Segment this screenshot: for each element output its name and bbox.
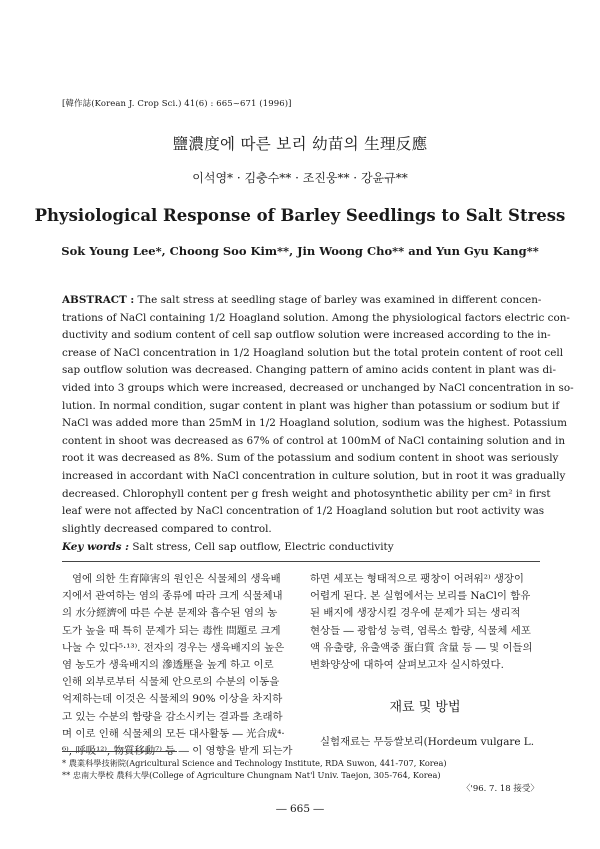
keywords: [62, 541, 394, 553]
abstract-line: lution. In normal condition, sugar content in plant was higher than potassium or sodium but if: [62, 399, 560, 412]
abstract-line: trations of NaCl containing 1/2 Hoagland solution. Among the physiological factors electric con-: [62, 311, 570, 324]
body-line: ⁶⁾, 呼吸¹²⁾, 物質移動⁷⁾ 등 ― 이 영향을 받게 되는가: [62, 745, 293, 758]
body-line: 실험재료는 무등쌀보리(Hordeum vulgare L.: [320, 736, 535, 748]
abstract-line: sap outflow solution was decreased. Changing pattern of amino acids content in plant was di-: [62, 364, 556, 377]
body-line: 의 水分經濟에 따른 수분 문제와 흡수된 염의 농: [62, 607, 278, 620]
body-line: 억제하는데 이것은 식물체의 90% 이상을 차지하: [62, 693, 283, 706]
abstract-line: slightly decreased compared to control.: [62, 522, 272, 535]
body-line: 염에 의한 生育障害의 원인은 식물체의 생육배: [72, 573, 281, 585]
abstract-line: [62, 292, 540, 310]
footnote-affiliation-2: ** 忠南大學校 農科大學(College of Agriculture Chungnam Nat'l Univ. Taejon, 305-764, Korea): [62, 770, 441, 780]
page-number: ― 665 ―: [276, 803, 324, 815]
abstract-line: increased in accordant with NaCl concentration in culture solution, but in root it was gradually: [62, 469, 566, 482]
body-column-right-continued: [310, 734, 540, 751]
title-english: Physiological Response of Barley Seedlings to Salt Stress: [34, 206, 566, 225]
abstract-line: vided into 3 groups which were increased, decreased or unchanged by NaCl concentration in so-: [62, 381, 574, 394]
abstract-line: decreased. Chlorophyll content per g fresh weight and photosynthetic ability per cm² in first: [62, 487, 551, 500]
keywords-divider: [62, 561, 540, 562]
section-heading-materials-methods: 재료 및 방법: [389, 700, 461, 715]
abstract-label: ABSTRACT :: [62, 294, 135, 306]
body-line: 고 있는 수분의 함량을 감소시키는 결과를 초래하: [62, 710, 283, 723]
body-line: 된 배지에 생장시킬 경우에 문제가 되는 생리적: [310, 607, 521, 620]
authors-korean: 이석영* · 김충수** · 조진웅** · 강윤규**: [192, 171, 408, 185]
body-line: 어렵게 된다. 본 실험에서는 보리를 NaCl이 함유: [310, 590, 531, 603]
abstract-line: ductivity and sodium content of cell sap outflow solution were increased according to the in-: [62, 329, 551, 342]
citation-header: [韓作誌(Korean J. Crop Sci.) 41(6) : 665~671 (1996)]: [62, 99, 292, 109]
keywords-label: Key words :: [62, 541, 129, 553]
body-column-left: [62, 571, 292, 760]
body-line: 나눌 수 있다⁵·¹³⁾. 전자의 경우는 생육배지의 높은: [62, 641, 285, 654]
body-line: 현상들 ― 광합성 능력, 엽록소 함량, 식물체 세포: [310, 624, 531, 637]
footnote-affiliation-1: * 農業科學技術院(Agricultural Science and Technology Institute, RDA Suwon, 441-707, Korea): [62, 758, 447, 768]
body-line: 변화양상에 대하여 살펴보고자 실시하였다.: [310, 659, 504, 672]
body-line: 염 농도가 생육배지의 滲透壓을 높게 하고 이로: [62, 659, 274, 672]
footnotes: [62, 757, 447, 781]
body-line: 인해 외부로부터 식물체 안으로의 수분의 이동을: [62, 676, 280, 689]
body-column-right: [310, 571, 540, 674]
body-line: 며 이로 인해 식물체의 모든 대사활동 ― 光合成⁴·: [62, 727, 285, 740]
body-line: 액 유출량, 유출액중 蛋白質 含量 등 ― 및 이들의: [310, 641, 533, 654]
body-line: 하면 세포는 형태적으로 팽창이 어려워²⁾ 생장이: [310, 573, 524, 585]
abstract: [62, 292, 574, 538]
abstract-line-text: The salt stress at seedling stage of barley was examined in different concen-: [137, 294, 542, 306]
footnote-divider: [62, 751, 177, 752]
abstract-line: leaf were not affected by NaCl concentration of 1/2 Hoagland solution but root activity was: [62, 505, 545, 518]
abstract-line: root it was decreased as 8%. Sum of the potassium and sodium content in shoot was seriously: [62, 452, 559, 465]
abstract-line: NaCl was added more than 25mM in 1/2 Hoagland solution, sodium was the highest. Potassium: [62, 417, 567, 430]
authors-english: Sok Young Lee*, Choong Soo Kim**, Jin Woong Cho** and Yun Gyu Kang**: [61, 244, 539, 258]
body-line: 도가 높을 때 특히 문제가 되는 毒性 問題로 크게: [62, 624, 281, 637]
received-date: 〈'96. 7. 18 接受〉: [462, 784, 539, 794]
title-korean: 鹽濃度에 따른 보리 幼苗의 生理反應: [172, 135, 428, 153]
keywords-text: Salt stress, Cell sap outflow, Electric conductivity: [132, 541, 394, 553]
body-line: 지에서 관여하는 염의 종류에 따라 크게 식물체내: [62, 590, 283, 603]
abstract-line: content in shoot was decreased as 67% of control at 100mM of NaCl containing solution and in: [62, 434, 566, 447]
abstract-line: crease of NaCl concentration in 1/2 Hoagland solution but the total protein content of root cell: [62, 346, 564, 359]
